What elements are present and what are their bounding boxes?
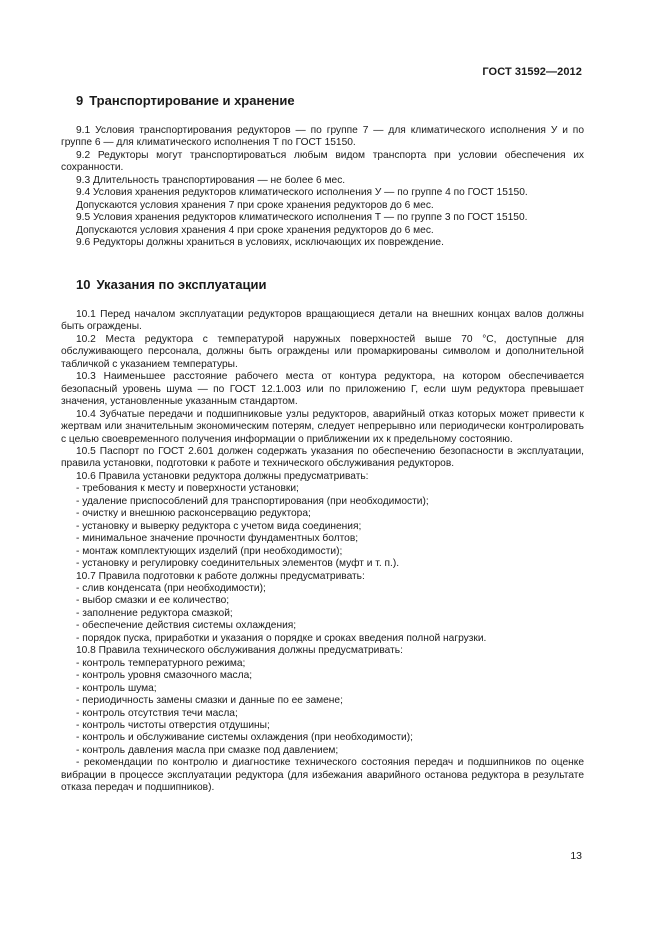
list-item: - минимальное значение прочности фундаментных болтов; — [76, 533, 359, 545]
paragraph-9-3: 9.3 Длительность транспортирования — не более 6 мес. — [76, 174, 346, 186]
list-item: - контроль чистоты отверстия отдушины; — [76, 719, 270, 731]
list-item: - монтаж комплектующих изделий (при необходимости); — [76, 545, 343, 557]
section-10-heading — [76, 277, 266, 292]
document-code: ГОСТ 31592—2012 — [482, 66, 582, 78]
paragraph-10-6: 10.6 Правила установки редуктора должны предусматривать: — [76, 470, 369, 482]
paragraph-9-1: 9.1 Условия транспортирования редукторов — по группе 7 — для климатического исполнения У и по группе 6 — для климатического исполнения Т по ГОСТ 15150. — [61, 125, 584, 149]
section-10-number: 10 — [76, 277, 91, 292]
list-item-diagnostics: - рекомендации по контролю и диагностике технического состояния передач и подшипников по оценке вибрации в процессе эксплуатации редуктора (для избежания аварийного останова редуктора в результате отказа передач и подшипников). — [61, 757, 584, 794]
list-item: - установку и регулировку соединительных элементов (муфт и т. п.). — [76, 558, 400, 570]
list-item: - удаление приспособлений для транспортирования (при необходимости); — [76, 495, 429, 507]
paragraph-10-5: 10.5 Паспорт по ГОСТ 2.601 должен содержать указания по обеспечению безопасности в эксплуатации, правила установки, подготовки к работе и технического обслуживания редукторов. — [61, 445, 584, 470]
list-item: - порядок пуска, приработки и указания о порядке и сроках введения полной нагрузки. — [76, 632, 487, 644]
section-10-title: Указания по эксплуатации — [96, 277, 267, 292]
paragraph-10-4: 10.4 Зубчатые передачи и подшипниковые узлы редукторов, аварийный отказ которых может привести к жертвам или значительным экономическим потерям, следует непрерывно или периодически контролировать с целью своевременного получения информации о приближении их к предельному состоянию. — [61, 408, 584, 445]
section-9-number: 9 — [76, 93, 84, 108]
paragraph-10-3: 10.3 Наименьшее расстояние рабочего места от контура редуктора, на котором обеспечивается безопасный уровень шума — по ГОСТ 12.1.003 или по приложению Г, если шум редуктора превышает значения, установленные указанным стандартом. — [61, 371, 584, 408]
paragraph-9-2: 9.2 Редукторы могут транспортироваться любым видом транспорта при условии обеспечения их сохранности. — [61, 149, 584, 174]
page-number: 13 — [570, 850, 582, 862]
list-item: - контроль температурного режима; — [76, 657, 246, 669]
section-9-title: Транспортирование и хранение — [89, 93, 295, 108]
section-10-body — [61, 309, 584, 795]
list-item: - контроль давления масла при смазке под давлением; — [76, 744, 339, 756]
list-item: - требования к месту и поверхности установки; — [76, 483, 299, 495]
paragraph-9-5: 9.5 Условия хранения редукторов климатического исполнения Т — по группе 3 по ГОСТ 15150. — [76, 212, 528, 224]
paragraph-9-4: 9.4 Условия хранения редукторов климатического исполнения У — по группе 4 по ГОСТ 15150. — [76, 187, 528, 199]
paragraph-10-2: 10.2 Места редуктора с температурой наружных поверхностей выше 70 °С, доступные для обслуживающего персонала, должны быть ограждены или промаркированы символом и дополнительной табличкой с указанием температуры. — [61, 333, 584, 370]
list-item: - контроль и обслуживание системы охлаждения (при необходимости); — [76, 732, 413, 744]
paragraph-10-7: 10.7 Правила подготовки к работе должны предусматривать: — [76, 570, 365, 582]
section-9-heading — [76, 93, 295, 108]
list-item: - контроль шума; — [76, 682, 157, 694]
list-item: - контроль уровня смазочного масла; — [76, 670, 253, 682]
paragraph-9-6: 9.6 Редукторы должны храниться в условиях, исключающих их повреждение. — [76, 237, 444, 249]
paragraph-10-8: 10.8 Правила технического обслуживания должны предусматривать: — [76, 645, 403, 657]
list-item: - слив конденсата (при необходимости); — [76, 582, 266, 594]
list-item: - очистку и внешнюю расконсервацию редуктора; — [76, 508, 311, 520]
list-item: - обеспечение действия системы охлаждения; — [76, 620, 297, 632]
list-item: - периодичность замены смазки и данные по ее замене; — [76, 695, 343, 707]
list-item: - контроль отсутствия течи масла; — [76, 707, 238, 719]
paragraph-9-5-note: Допускаются условия хранения 4 при сроке хранения редукторов до 6 мес. — [76, 224, 434, 236]
list-item: - заполнение редуктора смазкой; — [76, 607, 233, 619]
section-9-body — [61, 125, 584, 250]
paragraph-10-1: 10.1 Перед началом эксплуатации редукторов вращающиеся детали на внешних концах валов должны быть ограждены. — [61, 309, 584, 333]
list-item: - выбор смазки и ее количество; — [76, 595, 230, 607]
list-item: - установку и выверку редуктора с учетом вида соединения; — [76, 520, 362, 532]
paragraph-9-4-note: Допускаются условия хранения 7 при сроке хранения редукторов до 6 мес. — [76, 199, 434, 211]
